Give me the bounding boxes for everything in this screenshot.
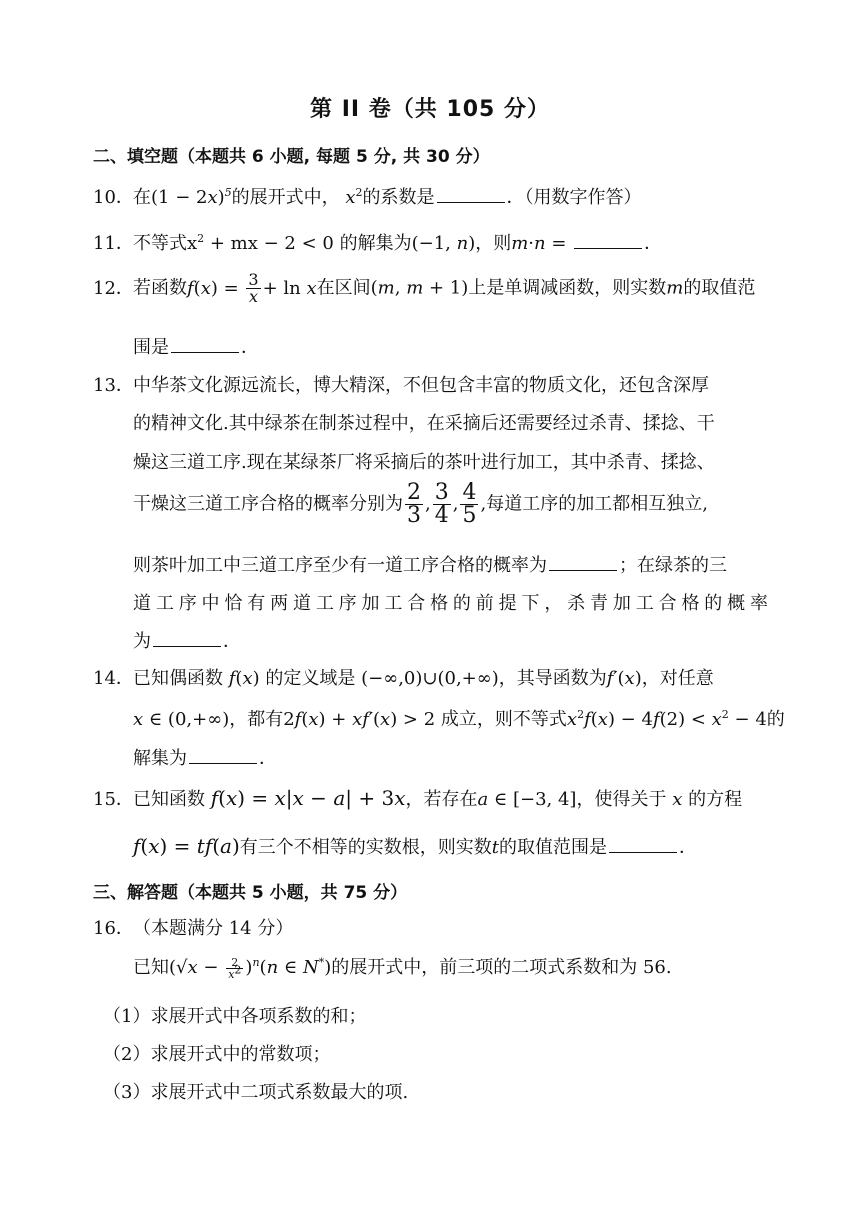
text: 的系数是	[362, 187, 435, 208]
text: ，都有	[229, 709, 284, 730]
text: 的方程	[688, 789, 743, 810]
text: ．	[679, 837, 698, 858]
text: 在区间	[316, 277, 371, 299]
question-number: 13．	[93, 375, 134, 396]
question-11	[93, 229, 662, 255]
math-equation: f(x) = tf(a)	[133, 834, 240, 858]
text: 成立，则不等式	[440, 709, 567, 730]
math-fx: f(x)	[228, 668, 260, 689]
math-t: t	[491, 837, 500, 858]
text: ．	[223, 631, 241, 652]
text: 已知	[133, 957, 169, 978]
text: ．	[241, 337, 259, 358]
text: 的展开式中，前三项的二项式系数和为 56.	[331, 957, 672, 978]
math-inequality: 2f(x) + xf′(x) > 2	[283, 709, 436, 730]
question-14-line2	[133, 705, 785, 731]
text: 上是单调减函数，则实数	[468, 277, 667, 299]
answer-blank	[437, 186, 505, 203]
text: 不等式	[133, 233, 187, 254]
text: 中华茶文化源远流长，博大精深，不但包含丰富的物质文化，还包含深厚	[133, 375, 709, 396]
question-13-line6: 道工序中恰有两道工序加工合格的前提下，杀青加工合格的概率	[133, 593, 768, 614]
math-domain: (−∞,0)∪(0,+∞)	[361, 668, 499, 689]
text: （本题满分 14 分）	[133, 918, 294, 939]
text: ，使得关于	[576, 789, 667, 810]
text: 有三个不相等的实数根，则实数	[239, 837, 492, 858]
question-number: 11．	[93, 233, 134, 254]
question-number: 16．	[93, 918, 134, 939]
text: 解集为	[133, 748, 187, 769]
text: ，对任意	[641, 668, 714, 689]
question-16-part-1: （1）求展开式中各项系数的和；	[103, 1006, 367, 1027]
text: 的定义域是	[265, 668, 356, 689]
math-x-squared: $x^2$	[345, 186, 363, 208]
paper-title: 第 II 卷（共 105 分）	[310, 97, 550, 122]
question-13-line4: 干燥这三道工序合格的概率分别为 $\frac{2}{3}$ , $\frac{3}{4}$ , $\frac{4}{5}$ ,每道工序的加工都相互独立,	[133, 480, 708, 528]
answer-blank	[609, 836, 677, 853]
text: 已知函数	[133, 789, 205, 810]
question-number: 10．	[93, 187, 134, 208]
question-10	[93, 183, 642, 209]
fraction-3-4: $\frac{3}{4}$	[434, 480, 449, 528]
section-fill-in-heading: 二、填空题（本题共 6 小题, 每题 5 分, 共 30 分）	[93, 147, 490, 167]
text: 则茶叶加工中三道工序至少有一道工序合格的概率为	[133, 555, 547, 576]
math-m: m	[666, 277, 684, 299]
question-13-line3: 燥这三道工序.现在某绿茶厂将采摘后的茶叶进行加工，其中杀青、揉捻、	[133, 452, 715, 473]
math-function: f(x) = $\frac{3}{x}$ + ln x	[187, 270, 317, 306]
question-12	[93, 272, 755, 305]
question-13-line5	[133, 551, 727, 577]
question-16-part-2: （2）求展开式中的常数项；	[103, 1044, 331, 1065]
question-number: 14．	[93, 668, 134, 689]
text: ．	[259, 748, 277, 769]
question-14	[93, 664, 714, 690]
math-function: f(x) = x|x − a| + 3x	[210, 786, 406, 810]
math-derivative: f′(x)	[606, 668, 642, 689]
text: 的解集为	[339, 233, 412, 254]
question-number: 15．	[93, 789, 134, 810]
text: ；在绿茶的三	[619, 555, 727, 576]
answer-blank	[153, 630, 221, 647]
answer-blank	[189, 747, 257, 764]
math-binomial: $(1 - 2x)^5$	[151, 186, 232, 208]
text: ,每道工序的加工都相互独立,	[480, 493, 708, 515]
math-x: x	[672, 789, 683, 810]
math-binomial-expression: (√x − $\frac{2}{x^2}$ )$^n$(n ∈ N*)	[169, 955, 332, 981]
question-13	[93, 371, 709, 397]
answer-blank	[171, 336, 239, 353]
question-12-line2	[133, 333, 259, 359]
math-inequality: $x^2$ + mx − 2 < 0	[187, 232, 334, 254]
fraction-2-3: $\frac{2}{3}$	[407, 480, 421, 528]
question-15	[93, 785, 742, 811]
text: ，其导函数为	[498, 668, 607, 689]
text: 的取值范	[683, 277, 756, 299]
question-15-line2	[133, 833, 697, 859]
question-13-line2: 的精神文化.其中绿茶在制茶过程中，在采摘后还需要经过杀青、揉捻、干	[133, 413, 715, 434]
question-number: 12．	[93, 277, 134, 299]
question-16-part-3: （3）求展开式中二项式系数最大的项.	[103, 1082, 409, 1103]
math-condition: x ∈ (0,+∞)	[133, 709, 230, 730]
text: 干燥这三道工序合格的概率分别为	[133, 493, 403, 515]
answer-blank	[549, 554, 617, 571]
text: ，若存在	[405, 789, 478, 810]
text: 在	[133, 187, 151, 208]
answer-blank	[574, 232, 642, 249]
text: ，则	[475, 233, 512, 254]
text: ．（用数字作答）	[506, 187, 642, 208]
text: 的展开式中，	[231, 187, 340, 208]
question-13-line7	[133, 627, 241, 653]
text: 的	[766, 709, 785, 730]
math-interval: (m, m + 1)	[370, 277, 469, 299]
math-product: m·n =	[511, 233, 573, 254]
text: 已知偶函数	[133, 668, 223, 689]
math-range-a: a ∈ [−3, 4]	[477, 789, 577, 810]
question-16-stem	[133, 953, 672, 980]
text: 围是	[133, 337, 169, 358]
question-16	[93, 914, 293, 940]
text: 为	[133, 631, 151, 652]
text: 若函数	[133, 277, 187, 299]
question-14-line3	[133, 744, 277, 770]
section-answer-heading: 三、解答题（本题共 5 小题，共 75 分）	[93, 883, 408, 903]
text: 的取值范围是	[499, 837, 608, 858]
math-inequality-2: $x^2f(x) - 4f(2) < x^2 - 4$	[566, 708, 767, 730]
fraction-4-5: $\frac{4}{5}$	[462, 480, 477, 528]
math-interval: (−1, n)	[411, 233, 476, 254]
text: ．	[644, 233, 663, 254]
